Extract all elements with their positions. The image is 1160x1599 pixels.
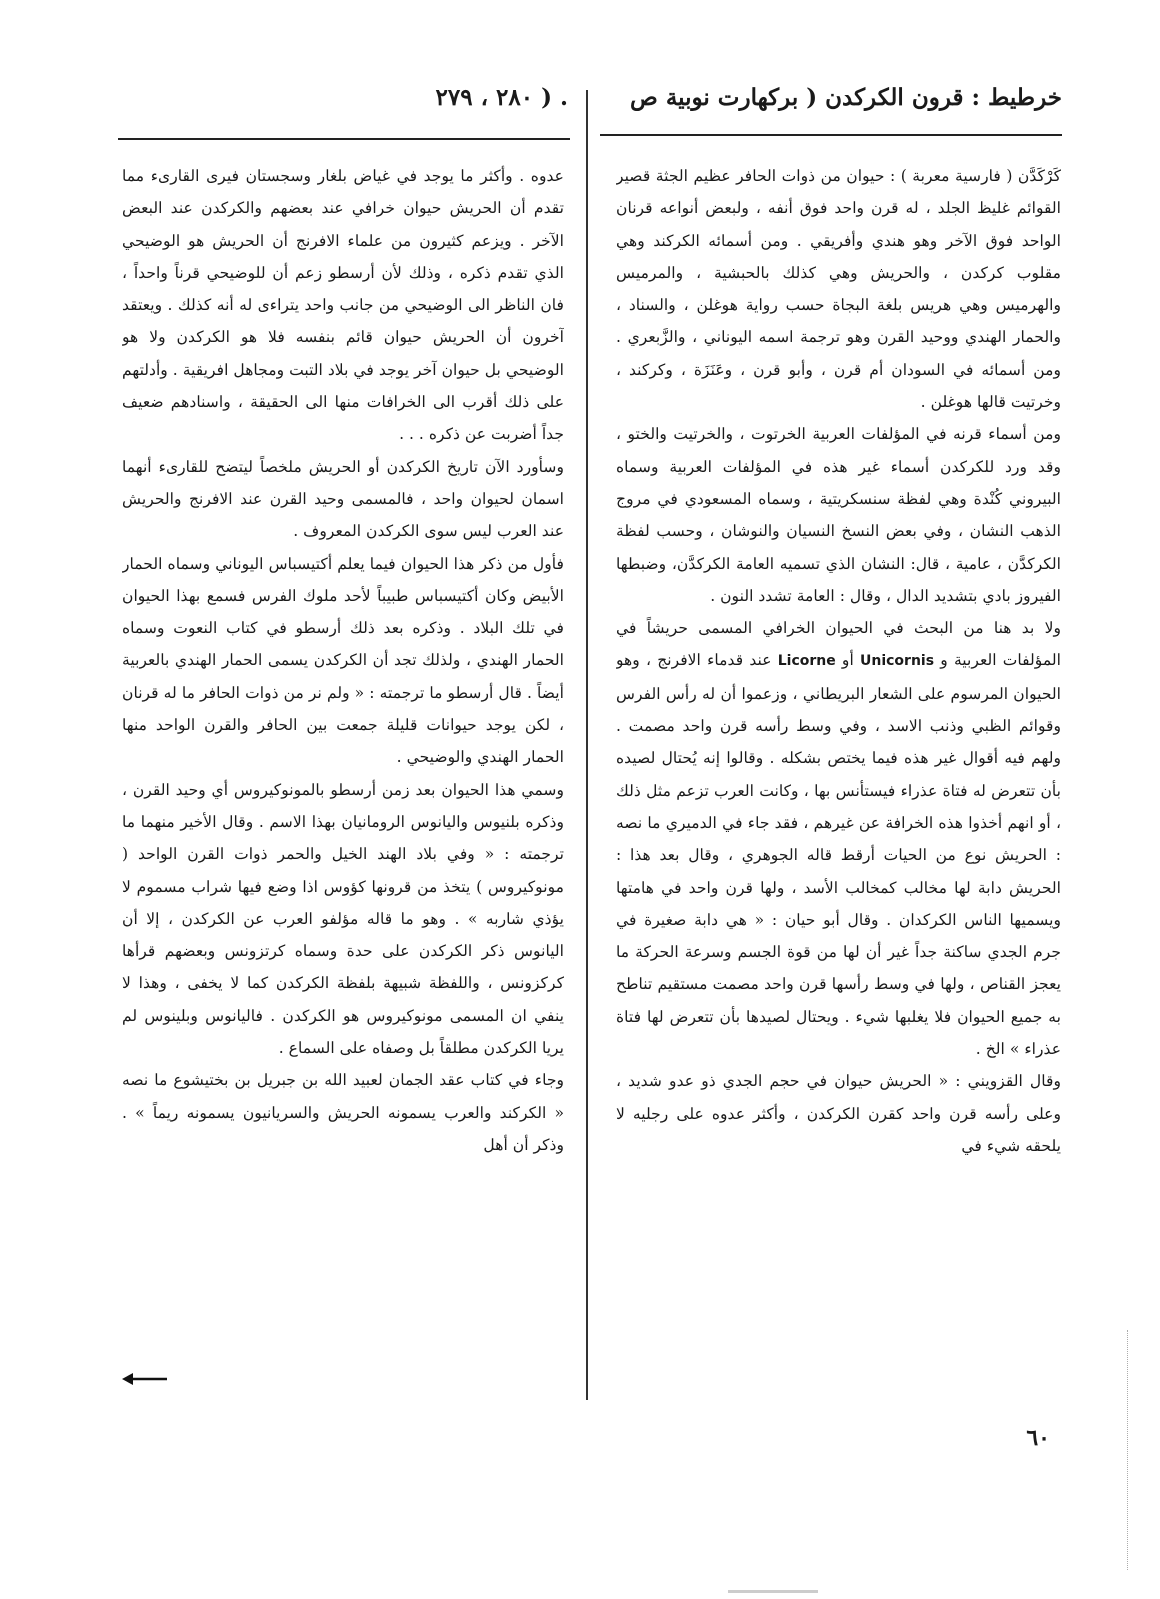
continue-arrow-icon xyxy=(122,1370,168,1388)
column-divider xyxy=(586,90,588,1400)
page-number: ٦٠ xyxy=(1026,1425,1050,1451)
paragraph: عدوه . وأكثر ما يوجد في غياض بلغار وسجستان فيرى القارىء مما تقدم أن الحريش حيوان خرافي عند بعضهم والكركدن عند البعض الآخر . ويزعم كثيرون من علماء الافرنج أن الحريش هو الوضيحي الذي تقدم ذكره ، وذلك لأن أرسطو زعم أن للوضيحي قرناً واحداً ، فان الناظر الى الوضيحي من جانب واحد يتراءى له أنه كذلك . ويعتقد آخرون أن الحريش حيوان قائم بنفسه فلا هو الكركدن ولا هو الوضيحي بل حيوان آخر يوجد في بلاد التبت ومجاهل افريقية . وأدلتهم على ذلك أقرب الى الخرافات منها الى الحقيقة ، واسنادهم ضعيف جداً أضربت عن ذكره . . . xyxy=(122,167,564,444)
right-column xyxy=(616,160,1061,1410)
latin-term: Unicornis xyxy=(859,653,935,670)
paragraph-text: عند قدماء الافرنج ، وهو الحيوان المرسوم على الشعار البريطاني ، وزعموا أن له رأس الفرس وقوائم الظبي وذنب الاسد ، وفي وسط رأسه قرن واحد مصمت . ولهم فيه أقوال غير هذه فيما يختص بشكله . وقالوا إنه يُحتال لصيده بأن تتعرض له فتاة عذراء فيستأنس بها ، وكانت العرب تزعم مثل ذلك ، أو انهم أخذوا هذه الخرافة عن غيرهم ، فقد جاء في الدميري ما نصه : الحريش نوع من الحيات أرقط قاله الجوهري ، وقال بعد هذا : الحريش دابة لها مخالب كمخالب الأسد ، ولها قرن واحد في هامتها ويسميها الناس الكركدان . وقال أبو حيان : « هي دابة صغيرة في جرم الجدي ساكنة جداً غير أن لها من قوة الجسم وسرعة الحركة ما يعجز القناص ، ولها في وسط رأسها قرن واحد مصمت مستقيم تناطح به جميع الحيوان فلا يغلبها شيء . ويحتال لصيدها بأن تتعرض لها فتاة عذراء » الخ . xyxy=(616,651,1061,1059)
paragraph: ومن أسماء قرنه في المؤلفات العربية الخرتوت ، والخرتيت والختو ، وقد ورد للكركدن أسماء غير هذه في المؤلفات العربية وسماه البيروني كُنْدة وهي لفظة سنسكريتية ، وسماه المسعودي في مروج الذهب النشان ، وفي بعض النسخ النسيان والنوشان ، وحسب لفظة الكركدَّن ، عامية ، قال: النشان الذي تسميه العامة الكركدَّن، وضبطها الفيروز بادي بتشديد الدال ، وقال : العامة تشدد النون . xyxy=(616,425,1061,605)
paragraph: وقال القزويني : « الحريش حيوان في حجم الجدي ذو عدو شديد ، وعلى رأسه قرن واحد كقرن الكركدن ، وأكثر عدوه على رجليه لا يلحقه شيء في xyxy=(616,1072,1061,1155)
paragraph: وسأورد الآن تاريخ الكركدن أو الحريش ملخصاً ليتضح للقارىء أنهما اسمان لحيوان واحد ، فالمسمى وحيد القرن عند الافرنج والحريش عند العرب ليس سوى الكركدن المعروف . xyxy=(122,457,564,541)
paragraph: وجاء في كتاب عقد الجمان لعبيد الله بن جبريل بن بختيشوع ما نصه « الكركند والعرب يسمونه الحريش والسريانيون يسمونه ريماً » . وذكر أن أهل xyxy=(122,1071,564,1154)
paragraph: كَرْكَدَّن ( فارسية معربة ) : حيوان من ذوات الحافر عظيم الجثة قصير القوائم غليظ الجلد ، له قرن واحد فوق أنفه ، ولبعض أنواعه قرنان الواحد فوق الآخر وهو هندي وأفريقي . ومن أسمائه الكركند وهي مقلوب كركدن ، والحريش وهي كذلك بالحبشية ، والمرميس والهرميس وهي هريس بلغة البجاة حسب رواية هوغلن ، والسناد ، والحمار الهندي ووحيد القرن وهو ترجمة اسمه اليوناني ، والزَّبعري . ومن أسمائه في السودان أم قرن ، وأبو قرن ، وعَنَزَة ، وكركند ، وخرتيت قالها هوغلن . xyxy=(616,167,1061,412)
header-rule-left xyxy=(118,138,570,140)
paragraph-text: ولا بد هنا من البحث في الحيوان الخرافي المسمى حريشاً في المؤلفات العربية و xyxy=(616,619,1061,670)
scan-artifact xyxy=(728,1590,818,1593)
paragraph xyxy=(616,612,1061,1065)
conjunction: أو xyxy=(841,651,854,670)
left-column xyxy=(122,160,564,1410)
paragraph: فأول من ذكر هذا الحيوان فيما يعلم أكتيسباس اليوناني وسماه الحمار الأبيض وكان أكتيسباس طبيباً لأحد ملوك الفرس فسمع بهذا الحيوان في تلك البلاد . وذكره بعد ذلك أرسطو في كتاب النعوت وسماه الحمار الهندي ، ولذلك تجد أن الكركدن يسمى الحمار الهندي بالعربية أيضاً . قال أرسطو ما ترجمته : « ولم نر من ذوات الحافر ما له قرنان ، لكن يوجد حيوانات قليلة جمعت بين الحافر والقرن الواحد منها الحمار الهندي والوضيحي . xyxy=(122,554,564,767)
latin-term: Licorne xyxy=(777,653,836,670)
entry-header-right: خرطيط : قرون الكركدن ( بركهارت نوبية ص xyxy=(630,84,1062,111)
entry-header-left: . ( ٢٨٠ ، ٢٧٩ xyxy=(435,84,568,111)
paragraph: وسمي هذا الحيوان بعد زمن أرسطو بالمونوكيروس أي وحيد القرن ، وذكره بلنيوس واليانوس الرومانيان بهذا الاسم . وقال الأخير منهما ما ترجمته : « وفي بلاد الهند الخيل والحمر ذوات القرن الواحد ( مونوكيروس ) يتخذ من قرونها كؤوس اذا وضع فيها شراب مسموم لا يؤذي شاربه » . وهو ما قاله مؤلفو العرب عن الكركدن ، إلا أن اليانوس ذكر الكركدن على حدة وسماه كرتزونس وبعضهم قرأها كركزونس ، واللفظة شبيهة بلفظة الكركدن كما لا يخفى ، وهذا لا ينفي ان المسمى مونوكيروس هو الكركدن . فاليانوس وبلينوس لم يريا الكركدن مطلقاً بل وصفاه على السماع . xyxy=(122,780,564,1058)
scan-edge-artifact xyxy=(1127,1330,1128,1570)
header-rule-right xyxy=(600,134,1062,136)
